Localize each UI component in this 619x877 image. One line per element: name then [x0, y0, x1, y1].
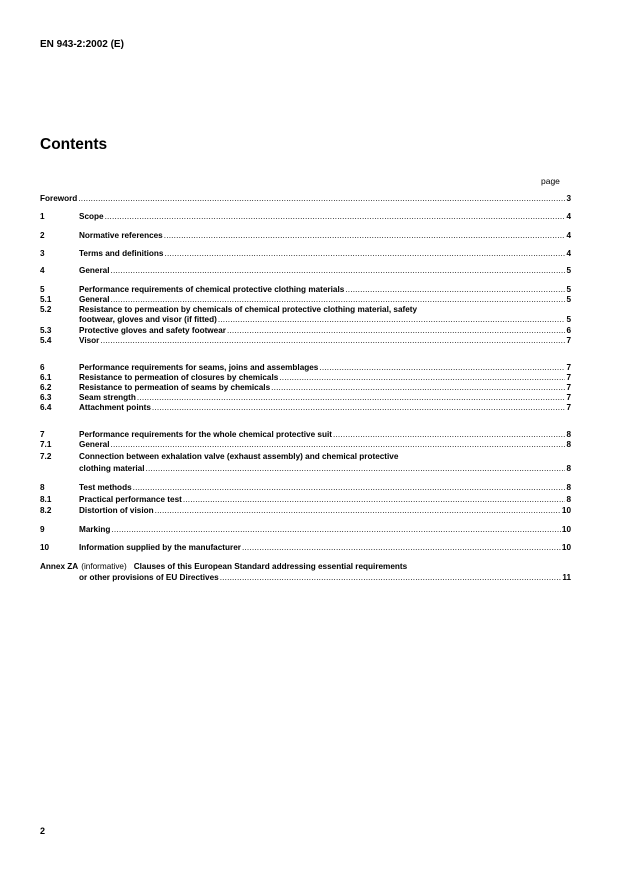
toc-entry-title: Normative references [79, 231, 163, 240]
toc-entry[interactable] [40, 285, 571, 295]
dot-leader [111, 266, 566, 276]
toc-entry-title: Performance requirements for the whole chemical protective suit [79, 430, 332, 439]
dot-leader [227, 326, 565, 336]
toc-entry-page: 3 [566, 194, 571, 203]
toc-entry[interactable] [40, 326, 571, 336]
toc-entry-number: 7 [40, 430, 45, 439]
toc-entry-number: 5.3 [40, 326, 52, 335]
toc-entry[interactable] [40, 430, 571, 440]
toc-entry-page: 7 [566, 383, 571, 392]
dot-leader [164, 231, 566, 241]
dot-leader [105, 212, 566, 222]
dot-leader [319, 363, 565, 373]
toc-entry[interactable] [40, 295, 571, 305]
toc-entry-number: 10 [40, 543, 50, 552]
toc-entry-title-line2: clothing material [79, 464, 145, 473]
toc-entry-page: 11 [562, 573, 571, 582]
toc-entry-number: 2 [40, 231, 45, 240]
toc-entry[interactable] [40, 506, 571, 516]
dot-leader [133, 483, 566, 493]
toc-entry-title: Seam strength [79, 393, 136, 402]
dot-leader [218, 315, 566, 325]
toc-entry-title: General [79, 295, 110, 304]
dot-leader [164, 249, 565, 259]
toc-entry-title: Scope [79, 212, 104, 221]
toc-entry-page: 6 [566, 326, 571, 335]
toc-entry-title-line1: Resistance to permeation by chemicals of chemical protective clothing material, safety [79, 305, 418, 314]
dot-leader [271, 383, 565, 393]
toc-entry-page: 4 [566, 231, 571, 240]
toc-entry-number: 6.4 [40, 403, 52, 412]
toc-entry-number: 6.1 [40, 373, 52, 382]
toc-entry-title-line1: Clauses of this European Standard addressing essential requirements [133, 562, 408, 571]
toc-entry-page: 5 [566, 315, 571, 324]
toc-entry-page: 8 [566, 464, 571, 473]
toc-entry-page: 4 [566, 212, 571, 221]
toc-entry-number-row [40, 562, 571, 572]
toc-entry-number-row [40, 305, 571, 315]
toc-entry-number: 9 [40, 525, 45, 534]
dot-leader [279, 373, 565, 383]
toc-entry-title-line1: Connection between exhalation valve (exhaust assembly) and chemical protective [79, 452, 399, 461]
toc-entry-number: 8 [40, 483, 45, 492]
dot-leader [345, 285, 565, 295]
toc-entry[interactable] [40, 373, 571, 383]
toc-entry-page: 5 [566, 295, 571, 304]
toc-entry-title: Terms and definitions [79, 249, 164, 258]
toc-entry[interactable] [40, 403, 571, 413]
toc-entry[interactable] [40, 212, 571, 222]
toc-entry-number: 5 [40, 285, 45, 294]
toc-entry-page: 7 [566, 373, 571, 382]
toc-entry-title: General [79, 440, 110, 449]
toc-entry-number: 7.1 [40, 440, 52, 449]
toc-entry[interactable] [40, 495, 571, 505]
toc-entry-title: Resistance to permeation of closures by chemicals [79, 373, 279, 382]
toc-entry[interactable] [40, 315, 571, 325]
toc-entry-title: Marking [79, 525, 111, 534]
toc-entry-title: Resistance to permeation of seams by chemicals [79, 383, 271, 392]
annex-informative-label: (informative) [81, 562, 127, 571]
toc-entry[interactable] [40, 483, 571, 493]
toc-entry-page: 10 [561, 525, 571, 534]
toc-entry-number: 6 [40, 363, 45, 372]
toc-entry-title-line2: or other provisions of EU Directives [79, 573, 219, 582]
toc-entry-page: 8 [566, 495, 571, 504]
dot-leader [152, 403, 566, 413]
dot-leader [111, 295, 566, 305]
toc-entry-number: 5.4 [40, 336, 52, 345]
toc-entry[interactable] [40, 440, 571, 450]
toc-entry[interactable] [40, 573, 571, 583]
dot-leader [100, 336, 565, 346]
toc-entry-page: 7 [566, 393, 571, 402]
page-column-label: page [541, 176, 560, 186]
toc-entry-number: 1 [40, 212, 45, 221]
toc-entry-page: 8 [566, 483, 571, 492]
toc-entry-number: 5.2 [40, 305, 52, 314]
toc-entry-number: 5.1 [40, 295, 52, 304]
toc-entry[interactable] [40, 543, 571, 553]
toc-entry-page: 5 [566, 266, 571, 275]
dot-leader [183, 495, 566, 505]
toc-entry-page: 7 [566, 336, 571, 345]
page-number: 2 [40, 826, 46, 836]
toc-entry-page: 10 [561, 506, 571, 515]
dot-leader [220, 573, 562, 583]
toc-entry[interactable] [40, 525, 571, 535]
toc-entry-title: Information supplied by the manufacturer [79, 543, 241, 552]
toc-entry-number: 6.3 [40, 393, 52, 402]
toc-entry[interactable] [40, 464, 571, 474]
toc-entry-page: 8 [566, 430, 571, 439]
toc-entry-title: Attachment points [79, 403, 151, 412]
toc-entry-number: 3 [40, 249, 45, 258]
toc-entry-title: Protective gloves and safety footwear [79, 326, 226, 335]
toc-entry-page: 7 [566, 403, 571, 412]
toc-entry[interactable] [40, 383, 571, 393]
toc-entry-title: Performance requirements for seams, joins and assemblages [79, 363, 319, 372]
toc-entry-title: Foreword [40, 194, 78, 203]
toc-entry-page: 5 [566, 285, 571, 294]
toc-entry-number: 6.2 [40, 383, 52, 392]
dot-leader [137, 393, 566, 403]
toc-entry-page: 10 [561, 543, 571, 552]
toc-entry-title: Performance requirements of chemical protective clothing materials [79, 285, 345, 294]
annex-label: Annex ZA [40, 562, 79, 571]
toc-entry-page: 7 [566, 363, 571, 372]
toc-entry[interactable] [40, 266, 571, 276]
dot-leader [242, 543, 561, 553]
toc-entry-page: 8 [566, 440, 571, 449]
dot-leader [111, 440, 566, 450]
dot-leader [78, 194, 565, 204]
toc-entry[interactable] [40, 363, 571, 373]
toc-entry-title: Visor [79, 336, 100, 345]
toc-entry-title: Test methods [79, 483, 132, 492]
document-id: EN 943-2:2002 (E) [40, 39, 124, 50]
toc-entry-page: 4 [566, 249, 571, 258]
toc-entry[interactable] [40, 231, 571, 241]
toc-entry-number: 8.2 [40, 506, 52, 515]
dot-leader [155, 506, 561, 516]
toc-entry-number: 4 [40, 266, 45, 275]
toc-entry-title-line2: footwear, gloves and visor (if fitted) [79, 315, 217, 324]
dot-leader [333, 430, 565, 440]
toc-entry-title: Distortion of vision [79, 506, 154, 515]
toc-entry-title: Practical performance test [79, 495, 182, 504]
toc-entry[interactable] [40, 249, 571, 259]
toc-entry-number-row [40, 452, 571, 462]
toc-entry-foreword[interactable] [40, 194, 571, 204]
toc-entry-number: 8.1 [40, 495, 52, 504]
dot-leader [146, 464, 566, 474]
toc-entry[interactable] [40, 393, 571, 403]
dot-leader [111, 525, 560, 535]
page-title: Contents [40, 136, 108, 153]
toc-entry-title: General [79, 266, 110, 275]
toc-entry-number: 7.2 [40, 452, 52, 461]
toc-entry[interactable] [40, 336, 571, 346]
